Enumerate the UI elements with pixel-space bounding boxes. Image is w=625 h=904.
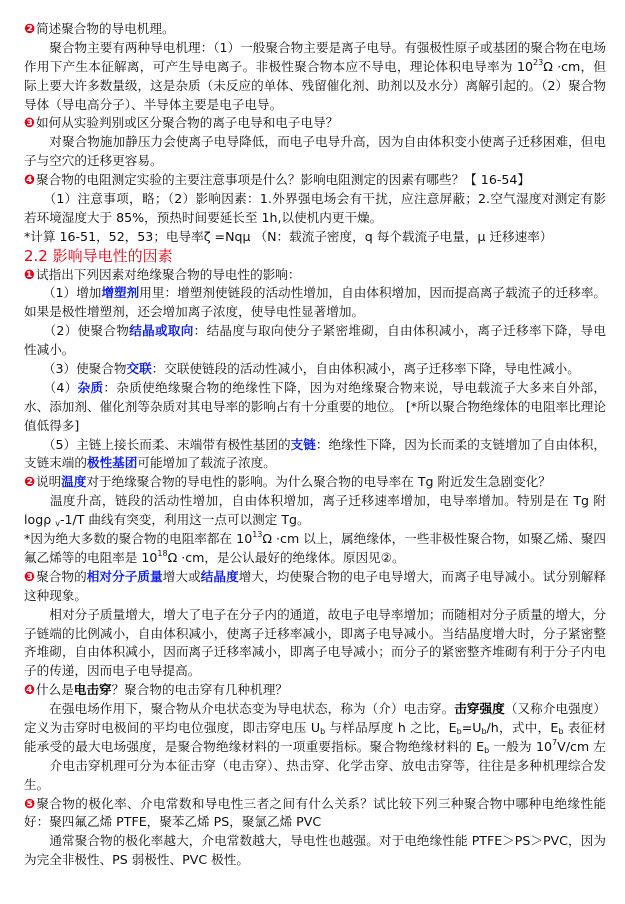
text-line — [24, 398, 606, 417]
text-span: ：绝缘性下降，因为长而柔的支链增加了自由体积， — [315, 436, 606, 452]
superscript: 18 — [157, 548, 168, 558]
text-span: 际上要大许多数量级，这是杂质（未反应的单体、残留催化剂、助剂以及水分）离解引起的。（2）聚合物 — [24, 77, 606, 93]
text-span: 相对分子质量增大，增大了电子在分子内的通道，故电子电导率增加；而随相对分子质量的增大，分 — [24, 606, 606, 622]
text-span: 简述聚合物的导电机理。 — [36, 21, 175, 36]
question-number-icon: ❷ — [24, 475, 36, 491]
question-number-icon: ❹ — [24, 173, 36, 189]
text-line — [24, 719, 606, 738]
text-span: 增大或 — [162, 568, 201, 584]
text-line — [24, 587, 606, 606]
keyword-highlight: 相对分子质量 — [86, 568, 163, 584]
text-span: Ω ·cm，但 — [543, 58, 606, 74]
text-span: 这种现象。 — [24, 587, 87, 603]
text-line — [24, 530, 606, 549]
text-span: ：结晶度与取向使分子紧密堆砌，自由体积减小，离子迁移率下降，导电 — [193, 323, 606, 339]
bold-term: 电击穿 — [73, 682, 112, 698]
text-line — [24, 247, 606, 266]
keyword-highlight: 结晶或取向 — [129, 323, 194, 339]
text-span: 能承受的最大电场强度，是聚合物绝缘材料的一项重要指标。聚合物绝缘材料的 E — [24, 738, 485, 754]
subscript: b — [481, 726, 487, 736]
text-span: （1）注意事项，略；（2）影响因素：1.外界强电场会有干扰，应注意屏蔽；2.空气湿度对测定有影 — [49, 191, 606, 207]
text-span: 性减小。 — [24, 342, 75, 358]
superscript: 13 — [252, 530, 263, 540]
text-line — [24, 96, 606, 115]
text-span: ：交联使链段的活动性减小，自由体积减小，离子迁移率下降，导电性减小。 — [151, 361, 580, 377]
text-span: 如何从实验判别或区分聚合物的离子电导和电子电导？ — [36, 115, 339, 131]
text-line — [24, 568, 606, 587]
text-span: 用里：增塑剂使链段的活动性增加，自由体积增加，因而提高离子载流子的迁移率。 — [139, 285, 606, 301]
text-line — [24, 700, 606, 719]
text-span: （2）使聚合物 — [24, 323, 130, 339]
text-line — [24, 473, 606, 492]
question-number-icon: ❹ — [24, 683, 36, 699]
text-span: 聚合物的极化率、介电常数和导电性三者之间有什么关系？试比较下列三种聚合物中哪种电绝缘性能 — [36, 795, 606, 811]
text-span: （5）主链上接长而柔、末端带有极性基团的 — [24, 436, 291, 452]
text-line — [24, 417, 606, 436]
text-span: 什么是 — [36, 682, 74, 698]
text-span: 氟乙烯等的电阻率是 10 — [24, 549, 158, 565]
text-span: /h，式中，E — [486, 719, 559, 735]
text-line — [24, 625, 606, 644]
text-line — [24, 303, 606, 322]
keyword-highlight: 温度 — [61, 474, 87, 490]
text-span: *因为绝大多数的聚合物的电阻率都在 10 — [24, 531, 253, 547]
text-line — [24, 171, 606, 190]
text-line — [24, 757, 606, 776]
keyword-highlight: 增塑剂 — [101, 285, 140, 301]
text-line — [24, 77, 606, 96]
text-span: 为完全非极性、PS 弱极性、PVC 极性。 — [24, 852, 249, 868]
text-line — [24, 58, 606, 77]
text-span: 水、添加剂、催化剂等杂质对其电导率的影响占有十分重要的地位。 [*所以聚合物绝缘体的电阻率比理论 — [24, 398, 606, 414]
text-span: 子链端的比例减小，自由体积减小，使离子迁移率减小，即离子电导减小。当结晶度增大时，分子紧密整 — [24, 625, 606, 641]
text-span: =U — [461, 719, 482, 735]
text-span: Ω ·cm 以上，属绝缘体，一些非极性聚合物，如聚乙烯、聚四 — [262, 531, 606, 547]
text-line — [24, 266, 606, 285]
text-span: 通常聚合物的极化率越大，介电常数越大，导电性也越强。对于电绝缘性能 PTFE＞PS＞PVC，因为 — [49, 833, 606, 849]
text-line — [24, 379, 606, 398]
superscript: 23 — [533, 57, 544, 67]
text-span: logρ — [24, 512, 56, 528]
section-heading: 2.2 影响导电性的因素 — [24, 246, 173, 265]
subscript: b — [456, 726, 462, 736]
text-span: 温度升高，链段的活动性增加，自由体积增加，离子迁移速率增加，电导率增加。特别是在 Tg 附 — [49, 493, 606, 509]
question-number-icon: ❺ — [24, 796, 36, 812]
text-span: 如果是极性增塑剂，还会增加离子浓度，使导电性显著增加。 — [24, 304, 365, 320]
text-span: 聚合物的 — [36, 568, 87, 584]
text-span: 生。 — [24, 776, 50, 792]
text-line — [24, 190, 606, 209]
text-line — [24, 776, 606, 795]
text-span: 聚合物的电阻测定实验的主要注意事项是什么？影响电阻测定的因素有哪些？【 16-54】 — [36, 172, 530, 188]
text-span: 聚合物主要有两种导电机理：（1）一般聚合物主要是离子电导。有强极性原子或基团的聚合物在电场 — [24, 39, 606, 55]
text-span: -1/T 曲线有突变，利用这一点可以测定 Tg。 — [59, 512, 310, 528]
text-span: （又称介电强度） — [504, 701, 606, 717]
text-line — [24, 813, 606, 832]
text-line — [24, 606, 606, 625]
text-span: V/cm 左 — [557, 738, 606, 754]
text-span: 定义为击穿时电极间的平均电位强度，即击穿电压 U — [24, 719, 321, 735]
text-line — [24, 114, 606, 133]
text-span: 好：聚四氟乙烯 PTFE，聚苯乙烯 PS，聚氯乙烯 PVC — [24, 814, 322, 830]
question-number-icon: ❶ — [24, 267, 36, 283]
text-line — [24, 662, 606, 681]
text-span: 增大，均使聚合物的电子电导增大，而离子电导减小。试分别解释 — [238, 568, 606, 584]
text-span: （1）增加 — [24, 285, 102, 301]
text-span: ？聚合物的电击穿有几种机理？ — [111, 682, 288, 698]
text-span: 作用下产生本征解离，可产生导电离子。非极性聚合物本应不导电，理论体积电导率为 10 — [24, 58, 533, 74]
question-number-icon: ❷ — [24, 22, 36, 37]
text-line — [24, 228, 606, 247]
text-line — [24, 436, 606, 455]
keyword-highlight: 支链 — [290, 436, 316, 452]
text-line — [24, 643, 606, 662]
text-line — [24, 39, 606, 58]
superscript: 7 — [552, 737, 558, 747]
text-span: 对聚合物施加静压力会使离子电导降低，而电子电导升高，因为自由体积变小使离子迁移困难，但电 — [24, 134, 606, 150]
text-line — [24, 454, 606, 473]
text-span: 一般为 10 — [489, 738, 553, 754]
text-span: 子与空穴的迁移更容易。 — [24, 153, 163, 169]
text-line — [24, 360, 606, 379]
text-span: 在强电场作用下，聚合物从介电状态变为导电状态，称为（介）电击穿。 — [24, 701, 455, 717]
document-page — [24, 20, 606, 870]
text-line — [24, 209, 606, 228]
text-line — [24, 851, 606, 870]
text-span: （4） — [24, 379, 78, 395]
text-span: 表征材 — [567, 719, 606, 735]
text-span: 可能增加了载流子浓度。 — [137, 455, 276, 471]
text-span: ：杂质使绝缘聚合物的绝缘性下降，因为对绝缘聚合物来说，导电载流子大多来自外部， — [103, 379, 606, 395]
text-span: 子的传递，因而电子电导提高。 — [24, 663, 201, 679]
text-line — [24, 681, 606, 700]
text-line — [24, 492, 606, 511]
text-line — [24, 284, 606, 303]
subscript: b — [320, 726, 326, 736]
text-span: 支链末端的 — [24, 455, 87, 471]
keyword-highlight: 极性基团 — [86, 455, 138, 471]
text-span: 试指出下列因素对绝缘聚合物的导电性的影响： — [36, 266, 301, 282]
subscript: b — [484, 745, 490, 755]
question-number-icon: ❸ — [24, 569, 36, 585]
text-line — [24, 133, 606, 152]
text-line — [24, 795, 606, 814]
text-line — [24, 549, 606, 568]
question-number-icon: ❸ — [24, 116, 36, 132]
text-span: 导体（导电高分子）、半导体主要是电子电导。 — [24, 96, 283, 112]
text-span: 若环境湿度大于 85%，预热时间要延长至 1h,以使机内更干燥。 — [24, 209, 383, 225]
subscript: b — [558, 726, 564, 736]
text-span: 说明 — [36, 474, 62, 490]
text-span: 对于绝缘聚合物的导电性的影响。为什么聚合物的电导率在 Tg 附近发生急剧变化？ — [86, 474, 551, 490]
text-line — [24, 738, 606, 757]
keyword-highlight: 交联 — [126, 361, 152, 377]
text-span: 与样品厚度 h 之比，E — [325, 719, 457, 735]
text-line — [24, 152, 606, 171]
keyword-highlight: 杂质 — [77, 379, 104, 395]
text-span: Ω ·cm，是公认最好的绝缘体。原因见②。 — [167, 549, 405, 565]
subscript: v — [55, 519, 60, 529]
text-line — [24, 832, 606, 851]
text-span: *计算 16-51，52，53；电导率ζ =Nqμ （N：载流子密度，q 每个载流子电量，μ 迁移速率） — [24, 228, 553, 244]
text-span: 介电击穿机理可分为本征击穿（电击穿）、热击穿、化学击穿、放电击穿等，往往是多种机理综合发 — [24, 757, 606, 773]
text-line — [24, 322, 606, 341]
bold-term: 击穿强度 — [454, 701, 505, 717]
text-span: 值低得多] — [24, 417, 80, 433]
text-line — [24, 511, 606, 530]
text-line — [24, 341, 606, 360]
text-span: 齐堆砌，自由体积减小，因而离子迁移率减小，即离子电导减小；而分子的紧密整齐堆砌有利于分子内电 — [24, 644, 606, 660]
text-line — [24, 20, 606, 39]
text-span: （3）使聚合物 — [24, 361, 127, 377]
keyword-highlight: 结晶度 — [200, 568, 239, 584]
